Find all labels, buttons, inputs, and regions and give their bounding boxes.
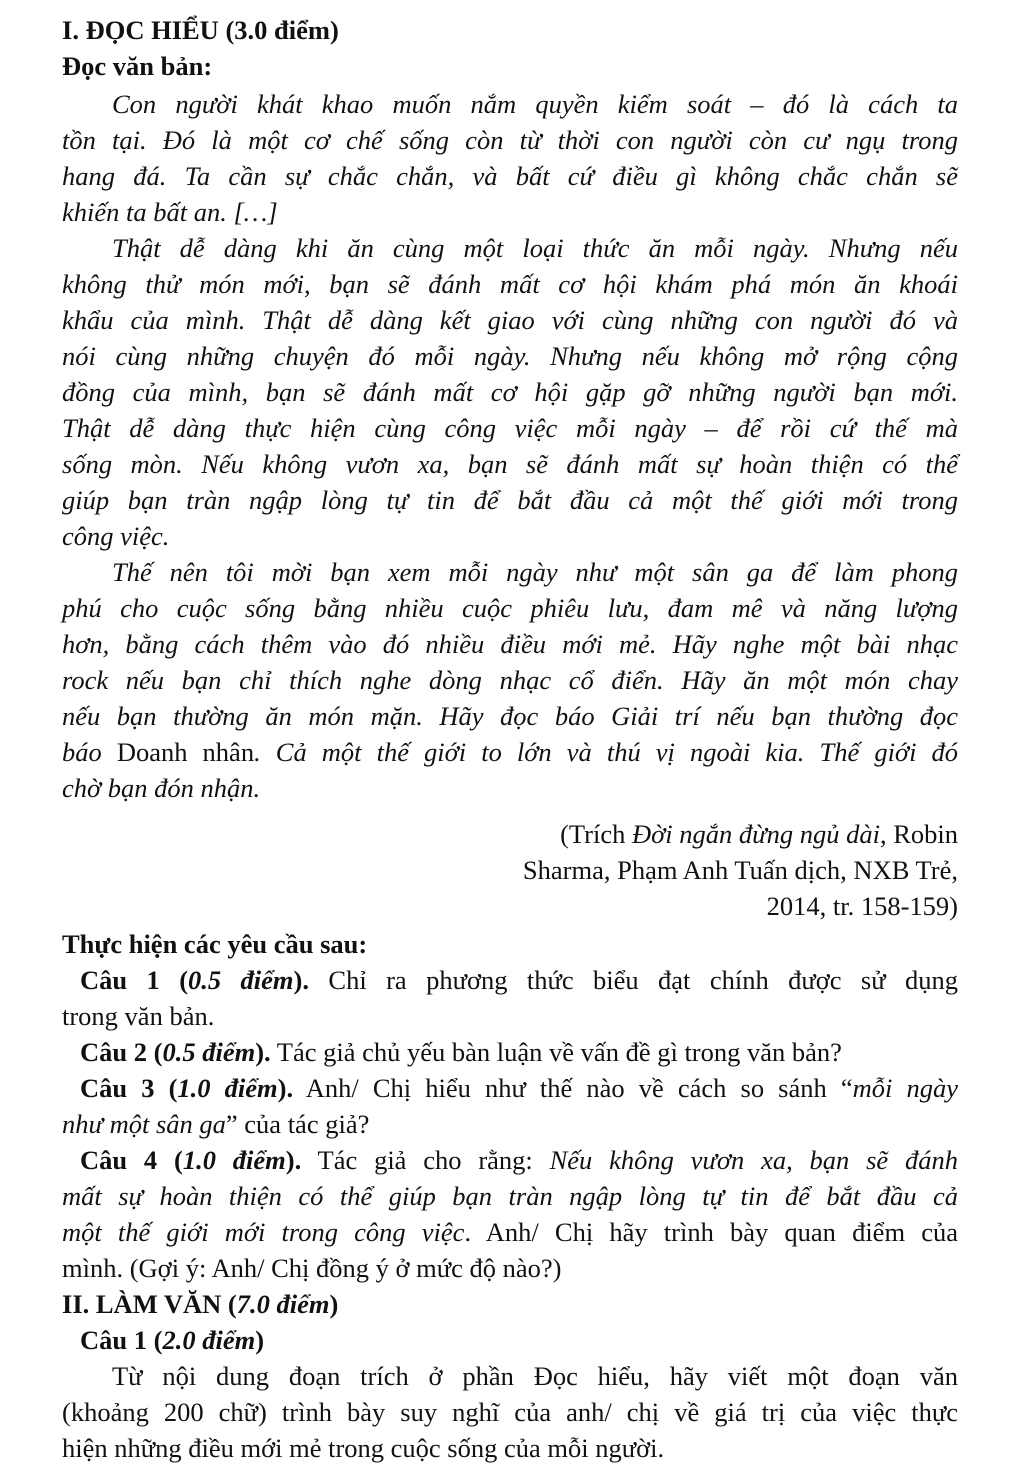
tasks-label: Thực hiện các yêu cầu sau:: [62, 929, 368, 959]
question-3: [62, 1070, 958, 1106]
question-label-end: ).: [293, 965, 309, 995]
question-4-cont: [62, 1214, 958, 1250]
question-label: Câu 1 (: [80, 965, 189, 995]
question-1-cont: trong văn bản.: [62, 1001, 215, 1031]
question-text: Chỉ ra phương thức biểu đạt chính được sử dụng: [309, 965, 958, 995]
passage-line: [62, 734, 958, 770]
passage-line: đồng của mình, bạn sẽ đánh mất cơ hội gặp gỡ những người bạn mới.: [62, 377, 958, 407]
question-label-end: ).: [285, 1145, 302, 1175]
passage-line: nói cùng những chuyện đó mỗi ngày. Nhưng nếu không mở rộng cộng: [62, 341, 958, 371]
section-2-score: 7.0 điểm: [236, 1289, 330, 1319]
passage-text: báo: [62, 737, 117, 767]
citation-line: [62, 816, 958, 852]
citation-text: , Robin: [879, 819, 958, 849]
passage-line: chờ bạn đón nhận.: [62, 773, 261, 803]
section-2-title: [62, 1286, 958, 1322]
question-2: [62, 1034, 958, 1070]
question-text: Tác giả cho rằng:: [301, 1145, 550, 1175]
question-4-cont: mất sự hoàn thiện có thể giúp bạn tràn ngập lòng tự tin để bắt đầu cả: [62, 1181, 958, 1211]
question-text: . Anh/ Chị hãy trình bày quan điểm của: [464, 1217, 958, 1247]
quoted-phrase: như một sân ga: [62, 1109, 226, 1139]
essay-prompt-line: (khoảng 200 chữ) trình bày suy nghĩ của anh/ chị về giá trị của việc thực: [62, 1397, 958, 1427]
newspaper-name: Doanh nhân: [116, 737, 255, 767]
passage-line: Thật dễ dàng thực hiện cùng công việc mỗi ngày – để rồi cứ thế mà: [62, 413, 958, 443]
passage-line: hang đá. Ta cần sự chắc chắn, và bất cứ điều gì không chắc chắn sẽ: [62, 161, 958, 191]
question-label: Câu 3 (: [80, 1073, 178, 1103]
question-label-end: ): [255, 1325, 265, 1355]
citation-text: (Trích: [560, 819, 632, 849]
passage-line: tồn tại. Đó là một cơ chế sống còn từ thời con người còn cư ngụ trong: [62, 125, 958, 155]
question-3-cont: [62, 1106, 958, 1142]
passage-line: khẩu của mình. Thật dễ dàng kết giao với cùng những con người đó và: [62, 305, 958, 335]
passage-line: rock nếu bạn chỉ thích nghe dòng nhạc cổ điển. Hãy ăn một món chay: [62, 665, 958, 695]
passage-line: Thật dễ dàng khi ăn cùng một loại thức ăn mỗi ngày. Nhưng nếu: [112, 233, 958, 263]
citation: [62, 816, 958, 924]
section-2-title-end: ): [329, 1289, 339, 1319]
question-text: Tác giả chủ yếu bàn luận về vấn đề gì trong văn bản?: [270, 1037, 842, 1067]
passage-line: Thế nên tôi mời bạn xem mỗi ngày như một sân ga để làm phong: [112, 557, 958, 587]
passage-line: nếu bạn thường ăn món mặn. Hãy đọc báo Giải trí nếu bạn thường đọc: [62, 701, 958, 731]
citation-line: Sharma, Phạm Anh Tuấn dịch, NXB Trẻ,: [522, 855, 958, 885]
question-label-end: ).: [255, 1037, 271, 1067]
question-label: Câu 2 (: [80, 1037, 163, 1067]
passage-line: Con người khát khao muốn nắm quyền kiểm soát – đó là cách ta: [112, 89, 958, 119]
passage-line: không thử món mới, bạn sẽ đánh mất cơ hội khám phá món ăn khoái: [62, 269, 958, 299]
question-score: 1.0 điểm: [177, 1073, 278, 1103]
question-score: 0.5 điểm: [162, 1037, 256, 1067]
passage-line: khiến ta bất an. […]: [62, 197, 278, 227]
question-label-end: ).: [277, 1073, 294, 1103]
section-2-title-text: II. LÀM VĂN (: [62, 1289, 237, 1319]
question-4: [62, 1142, 958, 1178]
exam-page: [62, 12, 958, 1466]
quoted-phrase: Nếu không vươn xa, bạn sẽ đánh: [549, 1145, 958, 1175]
essay-prompt-line: hiện những điều mới mẻ trong cuộc sống của mỗi người.: [62, 1433, 665, 1463]
passage-text: . Cả một thế giới to lớn và thú vị ngoài kia. Thế giới đó: [254, 737, 959, 767]
question-4-cont: mình. (Gợi ý: Anh/ Chị đồng ý ở mức độ nào?): [62, 1253, 562, 1283]
question-text: ” của tác giả?: [225, 1109, 370, 1139]
book-title: Đời ngắn đừng ngủ dài: [631, 819, 880, 849]
question-1: [62, 962, 958, 998]
passage-line: công việc.: [62, 521, 170, 551]
question-score: 2.0 điểm: [162, 1325, 256, 1355]
quoted-phrase: mỗi ngày: [852, 1073, 958, 1103]
question-text: Anh/ Chị hiểu như thế nào về cách so sánh “: [293, 1073, 853, 1103]
question-label: Câu 4 (: [80, 1145, 183, 1175]
passage-line: sống mòn. Nếu không vươn xa, bạn sẽ đánh mất sự hoàn thiện có thể: [62, 449, 958, 479]
question-score: 0.5 điểm: [188, 965, 294, 995]
question-label: Câu 1 (: [80, 1325, 163, 1355]
read-text-label: Đọc văn bản:: [62, 51, 213, 81]
passage-line: hơn, bằng cách thêm vào đó nhiều điều mới mẻ. Hãy nghe một bài nhạc: [62, 629, 958, 659]
passage-line: phú cho cuộc sống bằng nhiều cuộc phiêu lưu, đam mê và năng lượng: [62, 593, 958, 623]
question-score: 1.0 điểm: [182, 1145, 286, 1175]
section-1-title: I. ĐỌC HIỂU (3.0 điểm): [62, 15, 339, 45]
essay-question-1: [62, 1322, 958, 1358]
passage-line: giúp bạn tràn ngập lòng tự tin để bắt đầu cả một thế giới mới trong: [62, 485, 958, 515]
passage: [62, 86, 958, 806]
essay-prompt-line: Từ nội dung đoạn trích ở phần Đọc hiểu, hãy viết một đoạn văn: [112, 1361, 958, 1391]
citation-line: 2014, tr. 158-159): [766, 891, 958, 921]
quoted-phrase: một thế giới mới trong công việc: [62, 1217, 465, 1247]
